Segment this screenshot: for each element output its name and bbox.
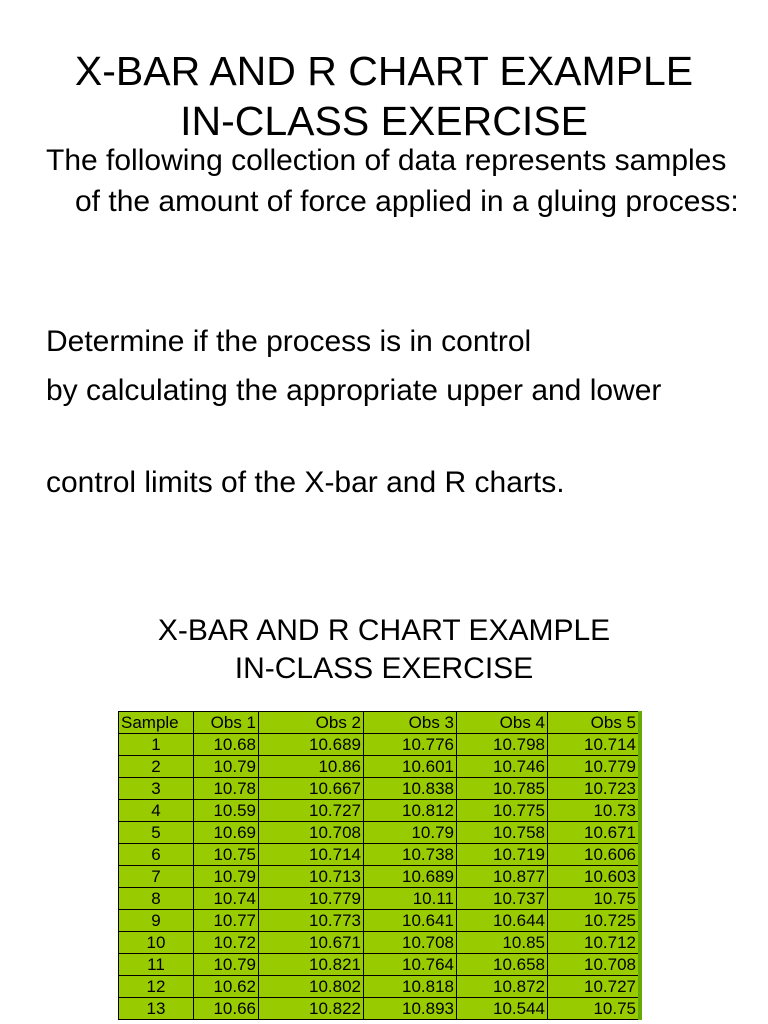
cell-obs-3: 10.818 (364, 976, 457, 998)
table-title-line-1: X-BAR AND R CHART EXAMPLE (157, 614, 611, 647)
cell-sample: 6 (119, 844, 194, 866)
cell-obs-4: 10.877 (457, 866, 548, 888)
cell-obs-1: 10.77 (194, 910, 259, 932)
cell-obs-2: 10.689 (259, 734, 364, 756)
table-row (119, 888, 641, 910)
cell-obs-4: 10.758 (457, 822, 548, 844)
table-row (119, 932, 641, 954)
cell-obs-4: 10.719 (457, 844, 548, 866)
cell-obs-1: 10.66 (194, 998, 259, 1020)
cell-obs-4: 10.544 (457, 998, 548, 1020)
cell-obs-2: 10.727 (259, 800, 364, 822)
cell-obs-3: 10.708 (364, 932, 457, 954)
table-row (119, 800, 641, 822)
cell-sample: 5 (119, 822, 194, 844)
cell-obs-5: 10.73 (548, 800, 641, 822)
cell-obs-5: 10.714 (548, 734, 641, 756)
table-row (119, 844, 641, 866)
cell-obs-3: 10.812 (364, 800, 457, 822)
cell-sample: 2 (119, 756, 194, 778)
data-table-container (118, 711, 648, 1024)
slide-title-line-2: IN-CLASS EXERCISE (180, 98, 588, 144)
cell-obs-2: 10.822 (259, 998, 364, 1020)
cell-obs-4: 10.658 (457, 954, 548, 976)
cell-sample: 13 (119, 998, 194, 1020)
cell-obs-1: 10.74 (194, 888, 259, 910)
cell-obs-5: 10.723 (548, 778, 641, 800)
cell-obs-2: 10.713 (259, 866, 364, 888)
table-header-row (119, 712, 641, 734)
header-obs-2: Obs 2 (259, 712, 364, 734)
header-sample: Sample (119, 712, 194, 734)
cell-sample: 9 (119, 910, 194, 932)
cell-obs-4: 10.775 (457, 800, 548, 822)
table-row (119, 778, 641, 800)
cell-sample: 4 (119, 800, 194, 822)
cell-obs-5: 10.708 (548, 954, 641, 976)
cell-obs-2: 10.708 (259, 822, 364, 844)
cell-obs-1: 10.62 (194, 976, 259, 998)
cell-obs-4: 10.644 (457, 910, 548, 932)
table-row (119, 866, 641, 888)
cell-obs-1: 10.59 (194, 800, 259, 822)
cell-obs-1: 10.68 (194, 734, 259, 756)
cell-obs-4: 10.85 (457, 932, 548, 954)
cell-obs-5: 10.727 (548, 976, 641, 998)
cell-obs-3: 10.776 (364, 734, 457, 756)
table-row (119, 822, 641, 844)
cell-obs-3: 10.641 (364, 910, 457, 932)
cell-sample: 8 (119, 888, 194, 910)
cell-obs-3: 10.79 (364, 822, 457, 844)
cell-obs-5: 10.75 (548, 888, 641, 910)
cell-obs-2: 10.671 (259, 932, 364, 954)
cell-obs-5: 10.725 (548, 910, 641, 932)
cell-obs-3: 10.764 (364, 954, 457, 976)
cell-obs-3: 10.738 (364, 844, 457, 866)
header-obs-4: Obs 4 (457, 712, 548, 734)
cell-sample: 7 (119, 866, 194, 888)
cell-obs-1: 10.72 (194, 932, 259, 954)
cell-obs-1: 10.69 (194, 822, 259, 844)
cell-obs-3: 10.689 (364, 866, 457, 888)
cell-sample: 1 (119, 734, 194, 756)
cell-obs-1: 10.79 (194, 954, 259, 976)
cell-obs-3: 10.838 (364, 778, 457, 800)
intro-paragraph: The following collection of data represents samples of the amount of force applied in a gluing process: (46, 144, 739, 218)
cell-sample: 11 (119, 954, 194, 976)
cell-obs-1: 10.75 (194, 844, 259, 866)
cell-obs-2: 10.667 (259, 778, 364, 800)
table-title-line-2: IN-CLASS EXERCISE (234, 652, 534, 685)
cell-obs-5: 10.779 (548, 756, 641, 778)
table-row (119, 998, 641, 1020)
cell-obs-2: 10.714 (259, 844, 364, 866)
cell-obs-5: 10.671 (548, 822, 641, 844)
instruction-line-1: Determine if the process is in control (46, 325, 532, 358)
cell-obs-5: 10.75 (548, 998, 641, 1020)
cell-obs-4: 10.872 (457, 976, 548, 998)
cell-obs-1: 10.78 (194, 778, 259, 800)
cell-obs-4: 10.746 (457, 756, 548, 778)
cell-obs-2: 10.773 (259, 910, 364, 932)
cell-obs-4: 10.798 (457, 734, 548, 756)
cell-obs-5: 10.606 (548, 844, 641, 866)
instruction-line-3: control limits of the X-bar and R charts. (46, 466, 565, 499)
data-table (118, 711, 642, 1020)
cell-obs-4: 10.737 (457, 888, 548, 910)
cell-sample: 3 (119, 778, 194, 800)
cell-sample: 10 (119, 932, 194, 954)
slide-title (0, 46, 768, 146)
cell-sample: 12 (119, 976, 194, 998)
cell-obs-1: 10.79 (194, 756, 259, 778)
table-row (119, 976, 641, 998)
table-title (0, 612, 768, 688)
instruction-line-2: by calculating the appropriate upper and lower (46, 374, 662, 407)
cell-obs-2: 10.802 (259, 976, 364, 998)
cell-obs-2: 10.86 (259, 756, 364, 778)
cell-obs-5: 10.603 (548, 866, 641, 888)
cell-obs-3: 10.601 (364, 756, 457, 778)
header-obs-3: Obs 3 (364, 712, 457, 734)
table-row (119, 954, 641, 976)
table-row (119, 910, 641, 932)
cell-obs-5: 10.712 (548, 932, 641, 954)
cell-obs-3: 10.893 (364, 998, 457, 1020)
table-row (119, 734, 641, 756)
cell-obs-2: 10.821 (259, 954, 364, 976)
cell-obs-1: 10.79 (194, 866, 259, 888)
header-obs-1: Obs 1 (194, 712, 259, 734)
header-obs-5: Obs 5 (548, 712, 641, 734)
table-body (119, 734, 641, 1020)
cell-obs-4: 10.785 (457, 778, 548, 800)
table-row (119, 756, 641, 778)
slide-title-line-1: X-BAR AND R CHART EXAMPLE (74, 48, 694, 94)
cell-obs-3: 10.11 (364, 888, 457, 910)
cell-obs-2: 10.779 (259, 888, 364, 910)
